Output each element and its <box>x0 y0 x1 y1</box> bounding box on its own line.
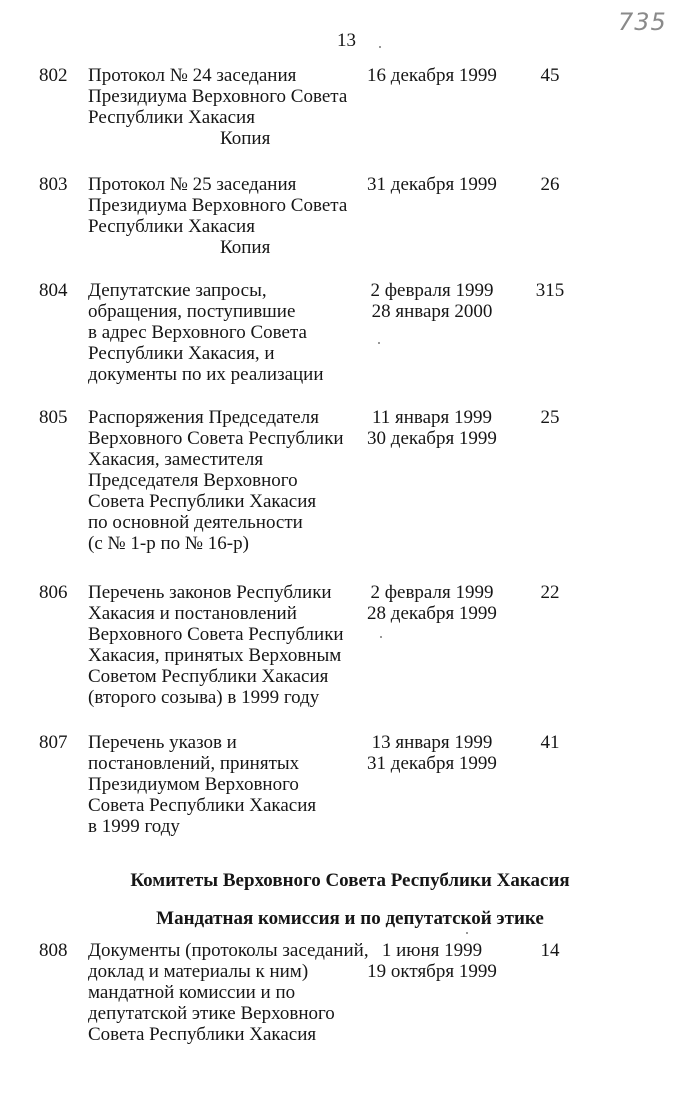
description-line: (с № 1-р по № 16-р) <box>88 533 249 554</box>
date-line: 28 января 2000 <box>371 301 493 322</box>
entry-description <box>88 174 363 258</box>
date-line: 19 октября 1999 <box>367 961 497 982</box>
entry-description <box>88 732 363 837</box>
description-line: Республики Хакасия, и <box>88 343 275 364</box>
description-line: Совета Республики Хакасия <box>88 491 317 512</box>
description-line: Хакасия и постановлений <box>88 603 297 624</box>
entry-dates <box>362 407 502 449</box>
scan-speck <box>380 636 382 638</box>
date-line: 2 февраля 1999 <box>370 280 494 301</box>
entry-description <box>88 280 363 385</box>
entry-dates <box>362 732 502 774</box>
description-line: постановлений, принятых <box>88 753 300 774</box>
description-line: Республики Хакасия <box>88 107 255 128</box>
scan-speck <box>378 342 380 344</box>
description-line: Депутатские запросы, <box>88 280 267 301</box>
date-line: 1 июня 1999 <box>381 940 483 961</box>
entry-description <box>88 582 363 708</box>
copy-note: Копия <box>220 237 271 258</box>
description-line: депутатской этике Верховного <box>88 1003 335 1024</box>
sheet-count: 22 <box>540 582 560 603</box>
entry-description <box>88 407 363 554</box>
date-line: 16 декабря 1999 <box>367 65 497 86</box>
entry-description <box>88 65 363 149</box>
description-line: (второго созыва) в 1999 году <box>88 687 320 708</box>
entry-number: 803 <box>39 174 68 195</box>
description-line: Протокол № 24 заседания <box>88 65 297 86</box>
entry-number: 805 <box>39 407 68 428</box>
entry-number: 806 <box>39 582 68 603</box>
entry-number: 802 <box>39 65 68 86</box>
description-line: Перечень указов и <box>88 732 237 753</box>
date-line: 30 декабря 1999 <box>367 428 497 449</box>
description-line: Совета Республики Хакасия <box>88 1024 317 1045</box>
entry-dates <box>362 174 502 195</box>
description-line: Верховного Совета Республики <box>88 428 344 449</box>
description-line: Президиумом Верховного <box>88 774 299 795</box>
sheet-count: 315 <box>535 280 565 301</box>
date-line: 31 декабря 1999 <box>367 174 497 195</box>
entry-number: 804 <box>39 280 68 301</box>
sheet-count: 25 <box>540 407 560 428</box>
entry-dates <box>362 65 502 86</box>
entry-dates <box>362 582 502 624</box>
description-line: Перечень законов Республики <box>88 582 332 603</box>
description-line: Президиума Верховного Совета <box>88 195 348 216</box>
entry-number: 808 <box>39 940 68 961</box>
subsection-heading: Мандатная комиссия и по депутатской этике <box>156 908 544 929</box>
date-line: 28 декабря 1999 <box>367 603 497 624</box>
sheet-count: 14 <box>540 940 560 961</box>
description-line: Протокол № 25 заседания <box>88 174 297 195</box>
description-line: Документы (протоколы заседаний, <box>88 940 369 961</box>
description-line: Распоряжения Председателя <box>88 407 319 428</box>
date-line: 2 февраля 1999 <box>370 582 494 603</box>
description-line: обращения, поступившие <box>88 301 296 322</box>
sheet-count: 45 <box>540 65 560 86</box>
description-line: Совета Республики Хакасия <box>88 795 317 816</box>
copy-note: Копия <box>220 128 271 149</box>
description-line: Президиума Верховного Совета <box>88 86 348 107</box>
entry-description <box>88 940 369 1045</box>
description-line: Республики Хакасия <box>88 216 255 237</box>
date-line: 13 января 1999 <box>371 732 493 753</box>
description-line: доклад и материалы к ним) <box>88 961 309 982</box>
description-line: Председателя Верховного <box>88 470 298 491</box>
date-line: 31 декабря 1999 <box>367 753 497 774</box>
scan-speck <box>379 46 381 48</box>
entry-number: 807 <box>39 732 68 753</box>
description-line: Хакасия, принятых Верховным <box>88 645 342 666</box>
description-line: Верховного Совета Республики <box>88 624 344 645</box>
sheet-count: 26 <box>540 174 560 195</box>
sheet-count: 41 <box>540 732 560 753</box>
page-number: 13 <box>337 30 356 51</box>
description-line: Советом Республики Хакасия <box>88 666 329 687</box>
entry-dates <box>362 280 502 322</box>
description-line: Хакасия, заместителя <box>88 449 264 470</box>
handwritten-page-mark: 735 <box>618 8 667 36</box>
scan-speck <box>466 932 468 934</box>
description-line: по основной деятельности <box>88 512 303 533</box>
description-line: мандатной комиссии и по <box>88 982 296 1003</box>
description-line: в 1999 году <box>88 816 180 837</box>
description-line: в адрес Верховного Совета <box>88 322 307 343</box>
date-line: 11 января 1999 <box>371 407 493 428</box>
entry-dates <box>362 940 502 982</box>
section-heading: Комитеты Верховного Совета Республики Хакасия <box>130 870 570 891</box>
description-line: документы по их реализации <box>88 364 324 385</box>
